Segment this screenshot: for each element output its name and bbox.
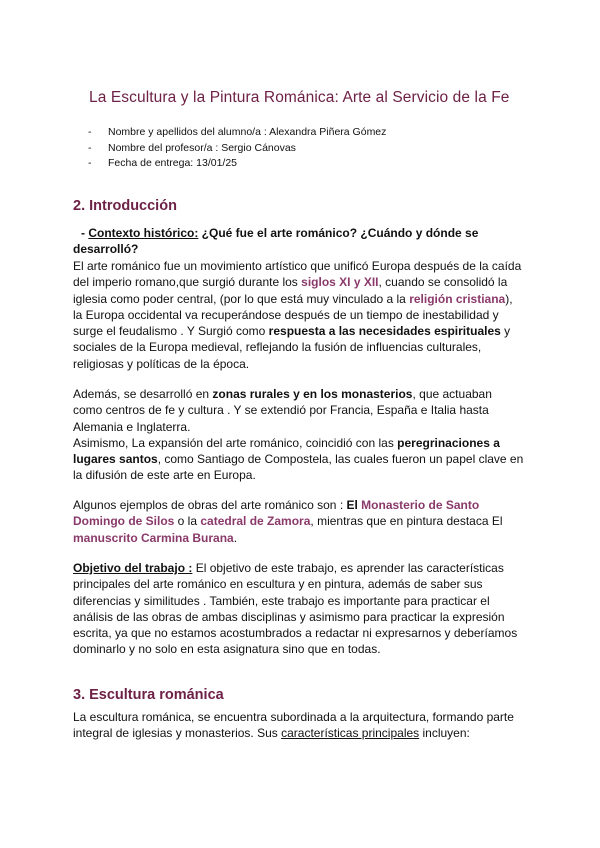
context-label: Contexto histórico: (88, 226, 199, 240)
sculpture-paragraph: La escultura románica, se encuentra subordinada a la arquitectura, formando parte integral de iglesias y monasterios. Sus características principales incluyen: (73, 710, 514, 741)
list-item (88, 141, 386, 157)
intro-paragraph-1: El arte románico fue un movimiento artístico que unificó Europa después de la caída del imperio romano,que surgió durante los siglos XI y XII, cuando se consolidó la iglesia como poder central, (por lo que está muy vinculado a la religión cristiana), la Europa occidental va recuperándose después de un tiempo de inestabilidad y surge el feudalismo . Y Surgió como respuesta a las necesidades espirituales y sociales de la Europa medieval, reflejando la fusión de influencias culturales, religiosas y políticas de la época. (73, 259, 522, 371)
bullet-dash: - (88, 157, 92, 169)
bullet-dash: - (88, 126, 92, 138)
intro-paragraph-3: Algunos ejemplos de obras del arte románico son : El Monasterio de Santo Domingo de Silos o la catedral de Zamora, mientras que en pintura destaca El manuscrito Carmina Burana. (73, 498, 503, 545)
sculpture-heading: 3. Escultura románica (73, 687, 224, 703)
intro-heading: 2. Introducción (73, 198, 177, 214)
bullet-dash: - (88, 141, 92, 154)
student-name: Nombre y apellidos del alumno/a : Alexandra Piñera Gómez (108, 126, 387, 138)
delivery-date: Fecha de entrega: 13/01/25 (108, 157, 238, 169)
document-title: La Escultura y la Pintura Románica: Arte al Servicio de la Fe (89, 89, 510, 106)
list-item (88, 125, 386, 141)
objective-label: Objetivo del trabajo : (73, 561, 193, 575)
intro-paragraph-2: Además, se desarrolló en zonas rurales y en los monasterios, que actuaban como centros de fe y cultura . Y se extendió por Francia, España e Italia hasta Alemania e Inglaterra. Asimismo, La expansión del arte románico, coincidió con las peregrinaciones a lugares santos, como Santiago de Compostela, las cuales fueron un papel clave en la difusión de este arte en Europa. (73, 387, 524, 483)
list-item (88, 156, 386, 172)
context-question: - Contexto histórico: ¿Qué fue el arte románico? ¿Cuándo y dónde se desarrolló? (73, 226, 479, 257)
objective-paragraph: Objetivo del trabajo : El objetivo de este trabajo, es aprender las características principales del arte románico en escultura y en pintura, además de saber sus diferencias y similitudes . También, este trabajo es importante para practicar el análisis de las obras de ambas disciplinas y asimismo para practicar la expresión escrita, ya que no estamos acostumbrados a redactar ni expresarnos y deberíamos dominarlo y no solo en esta asignatura sino que en todas. (73, 561, 518, 657)
student-info-list (88, 125, 386, 172)
teacher-name: Nombre del profesor/a : Sergio Cánovas (108, 141, 296, 154)
